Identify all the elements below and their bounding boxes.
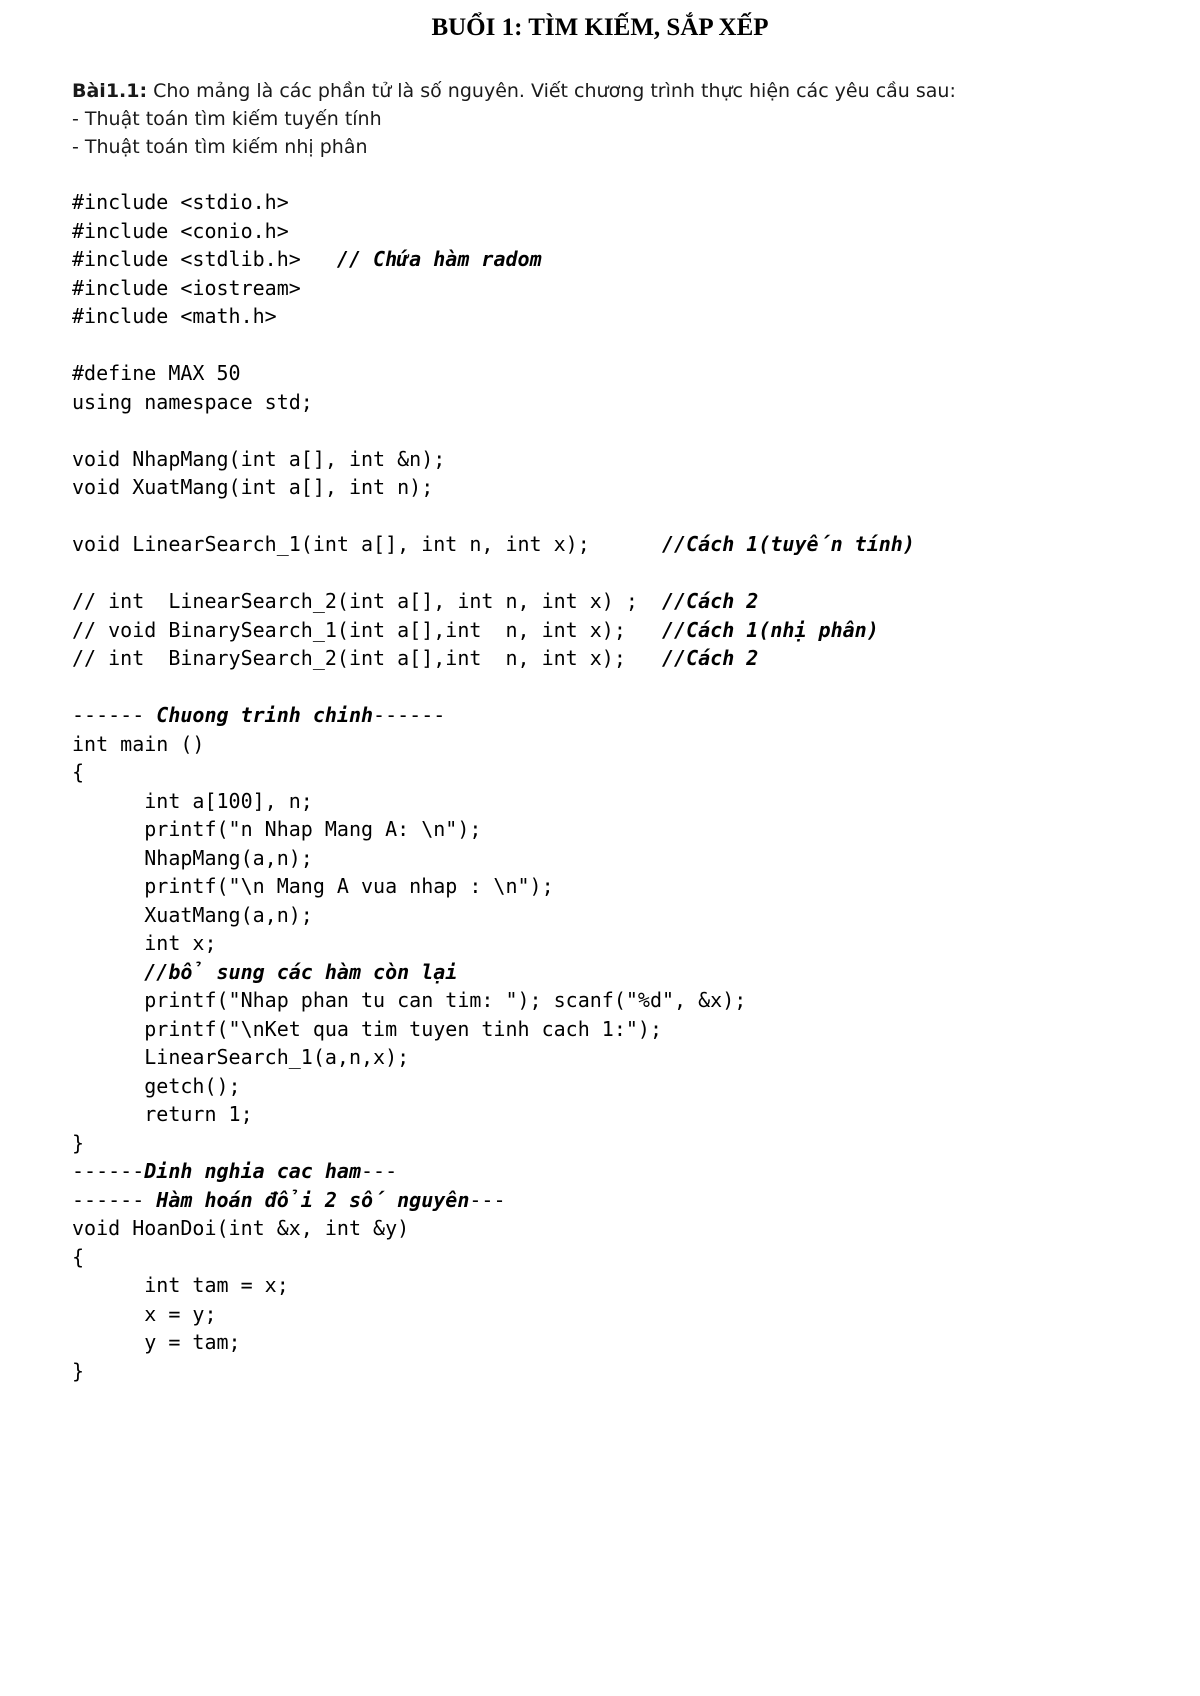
code-text: #include <iostream> [72,275,301,300]
code-comment: Hàm hoán đổi 2 số nguyên [156,1187,470,1212]
code-line [72,844,1172,873]
code-text: #define MAX 50 [72,361,241,385]
code-text: return 1; [72,1102,253,1126]
exercise-text: Cho mảng là các phần tử là số nguyên. Viết chương trình thực hiện các yêu cầu sau: [147,80,956,102]
code-line [72,815,1172,844]
code-line [72,701,1172,730]
requirement-item: - Thuật toán tìm kiếm nhị phân [72,136,368,158]
exercise-label: Bài1.1: [72,80,148,102]
code-text: printf("n Nhap Mang A: \n"); [72,817,482,841]
code-text: } [72,1358,85,1383]
code-text: int x; [72,931,217,955]
code-line [72,1243,1172,1272]
code-line [72,986,1172,1015]
code-comment: //Cách 1(nhị phân) [662,617,879,642]
code-line [72,673,1172,702]
code-line [72,302,1172,331]
exercise-intro [72,77,1172,161]
code-line [72,787,1172,816]
code-line [72,1015,1172,1044]
code-text: ------ [72,1187,157,1212]
code-line [72,901,1172,930]
code-comment: //bổ sung các hàm còn lại [144,959,458,984]
requirement-item: - Thuật toán tìm kiếm tuyến tính [72,108,382,130]
code-line [72,644,1172,673]
code-text: x = y; [72,1301,217,1326]
code-text [72,960,144,984]
code-comment: //Cách 2 [662,589,759,613]
code-text: void HoanDoi(int &x, int &y) [72,1216,410,1240]
code-line [72,445,1172,474]
code-text: printf("\nKet qua tim tuyen tinh cach 1:"); [72,1016,663,1041]
code-line [72,1157,1172,1186]
code-line [72,616,1172,645]
code-line [72,274,1172,303]
code-text-trailing: ------ [373,703,446,727]
code-line [72,245,1172,274]
exercise-statement [72,77,1172,105]
code-line [72,1271,1172,1300]
code-line [72,758,1172,787]
code-text: LinearSearch_1(a,n,x); [72,1045,410,1069]
code-line [72,331,1172,360]
code-line [72,1043,1172,1072]
code-text-trailing: --- [469,1187,506,1212]
code-text: void NhapMang(int a[], int &n); [72,446,446,471]
code-line [72,1186,1172,1215]
code-text: #include <stdlib.h> [72,247,337,271]
code-comment: //Cách 2 [662,646,759,670]
code-text: // int LinearSearch_2(int a[], int n, int x) ; [72,589,663,613]
code-line [72,1129,1172,1158]
code-line [72,217,1172,246]
code-text: // int BinarySearch_2(int a[],int n, int x); [72,646,663,670]
code-block [72,188,1172,1385]
code-text: void LinearSearch_1(int a[], int n, int x); [72,532,663,556]
code-text: XuatMang(a,n); [72,902,313,927]
code-line [72,1328,1172,1357]
code-comment: Chuong trinh chinh [156,703,374,727]
code-text: int main () [72,731,205,756]
code-line [72,559,1172,588]
code-line [72,929,1172,958]
code-text: NhapMang(a,n); [72,845,313,870]
code-line [72,388,1172,417]
code-line [72,1300,1172,1329]
code-line [72,473,1172,502]
code-line [72,872,1172,901]
code-line [72,188,1172,217]
code-line [72,587,1172,616]
code-line [72,359,1172,388]
code-line [72,502,1172,531]
code-text: int a[100], n; [72,788,313,813]
code-text: ------ [72,1159,145,1183]
code-line [72,1357,1172,1386]
code-line [72,416,1172,445]
code-text: #include <conio.h> [72,218,289,243]
code-text: { [72,1244,85,1269]
code-text: ------ [72,703,157,727]
code-text: // void BinarySearch_1(int a[],int n, int x); [72,617,663,642]
code-text: #include <stdio.h> [72,190,289,214]
page-title: BUỔI 1: TÌM KIẾM, SẮP XẾP [431,14,769,41]
code-text: } [72,1130,85,1155]
code-comment: //Cách 1(tuyến tính) [662,532,915,556]
code-text-trailing: --- [361,1159,398,1183]
code-text: using namespace std; [72,389,313,414]
code-text: void XuatMang(int a[], int n); [72,475,434,499]
code-text: printf("Nhap phan tu can tim: "); scanf("%d", &x); [72,988,747,1012]
code-line [72,1100,1172,1129]
code-line [72,730,1172,759]
code-text: int tam = x; [72,1273,289,1297]
code-text: printf("\n Mang A vua nhap : \n"); [72,874,554,898]
code-text: { [72,760,85,784]
code-comment: // Chứa hàm radom [336,247,542,271]
code-text: y = tam; [72,1330,241,1354]
code-comment: Dinh nghia cac ham [144,1159,361,1183]
code-line [72,1214,1172,1243]
code-line [72,1072,1172,1101]
code-text: getch(); [72,1073,241,1098]
code-line [72,958,1172,987]
code-line [72,530,1172,559]
code-text: #include <math.h> [72,304,277,328]
